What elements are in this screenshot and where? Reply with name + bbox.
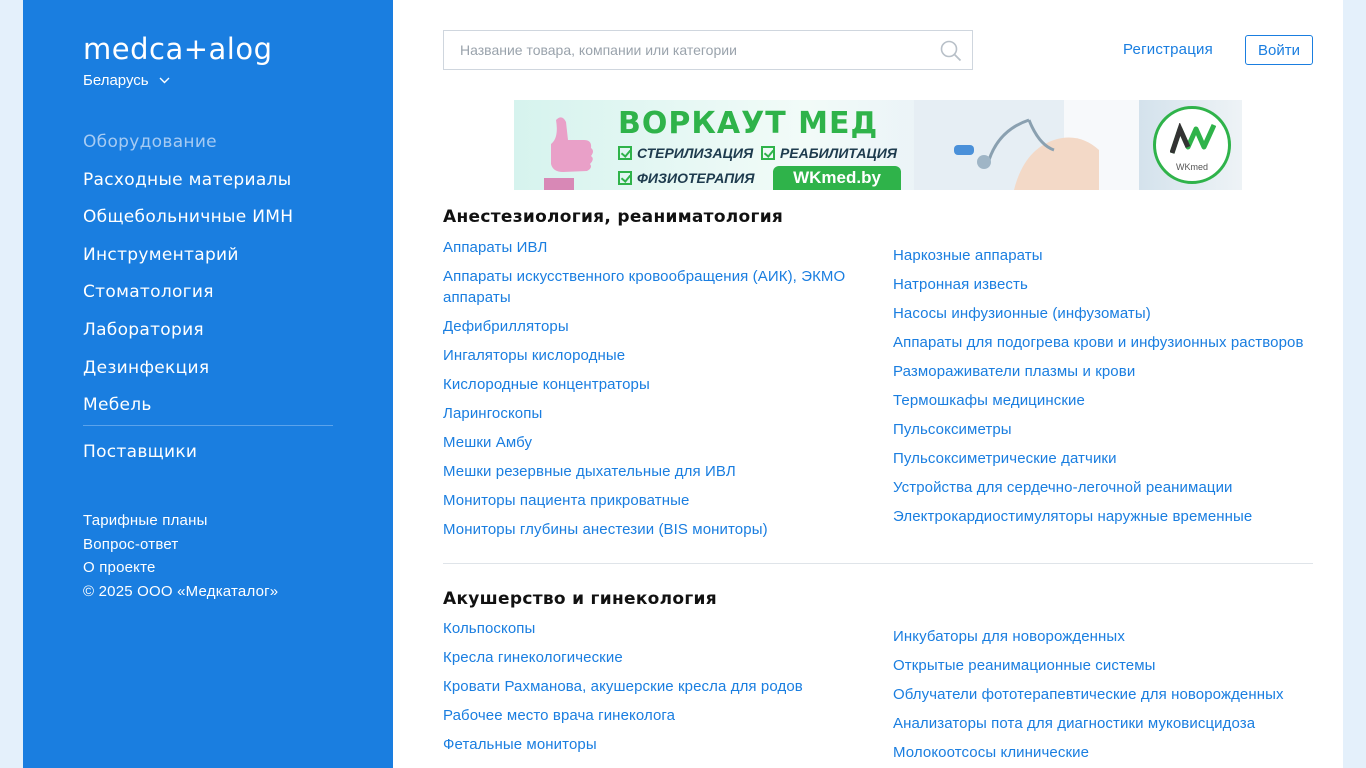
category-link[interactable]: Мешки Амбу xyxy=(443,434,533,451)
category-link[interactable]: Ингаляторы кислородные xyxy=(443,347,626,364)
category-nav xyxy=(83,124,293,425)
banner-line-2 xyxy=(618,170,754,186)
nav-item-furniture[interactable]: Мебель xyxy=(83,395,152,416)
category-link[interactable]: Аппараты ИВЛ xyxy=(443,239,548,256)
category-link[interactable]: Облучатели фототерапевтические для новорожденных xyxy=(893,686,1284,703)
category-list-left xyxy=(443,237,863,548)
section-title-obstetrics: Акушерство и гинекология xyxy=(443,589,717,609)
category-link[interactable]: Инкубаторы для новорожденных xyxy=(893,628,1125,645)
tariffs-link[interactable]: Тарифные планы xyxy=(83,512,208,529)
banner-title: ВОРКАУТ МЕД xyxy=(618,106,879,141)
category-link[interactable]: Аппараты искусственного кровообращения (АИК), ЭКМО аппараты xyxy=(443,268,846,306)
category-link[interactable]: Пульсоксиметры xyxy=(893,421,1012,438)
region-label: Беларусь xyxy=(83,72,149,89)
category-link[interactable]: Дефибрилляторы xyxy=(443,318,569,335)
register-link[interactable]: Регистрация xyxy=(1123,41,1213,58)
category-link[interactable]: Мониторы глубины анестезии (BIS мониторы) xyxy=(443,521,768,538)
wkmed-logo-caption: WKmed xyxy=(1175,162,1208,172)
sidebar-footer xyxy=(83,509,278,604)
faq-link[interactable]: Вопрос-ответ xyxy=(83,535,179,553)
banner-item-sterilization: СТЕРИЛИЗАЦИЯ xyxy=(637,145,754,161)
category-list-right xyxy=(893,245,1333,535)
nav-item-general-hospital[interactable]: Общебольничные ИМН xyxy=(83,207,294,228)
about-link[interactable]: О проекте xyxy=(83,559,156,577)
copyright: © 2025 ООО «Медкаталог» xyxy=(83,583,279,601)
category-link[interactable]: Аппараты для подогрева крови и инфузионных растворов xyxy=(893,334,1304,351)
nav-item-instruments[interactable]: Инструментарий xyxy=(83,244,239,265)
nav-item-suppliers[interactable]: Поставщики xyxy=(83,442,198,462)
category-list-left xyxy=(443,618,863,763)
category-link[interactable]: Мешки резервные дыхательные для ИВЛ xyxy=(443,463,736,480)
sidebar xyxy=(23,0,393,768)
category-list-right xyxy=(893,626,1333,768)
check-icon xyxy=(618,171,632,185)
check-icon xyxy=(761,146,775,160)
category-link[interactable]: Устройства для сердечно-легочной реанимации xyxy=(893,479,1233,496)
doctor-stethoscope-image xyxy=(914,100,1139,190)
category-link[interactable]: Фетальные мониторы xyxy=(443,736,597,753)
category-link[interactable]: Наркозные аппараты xyxy=(893,247,1043,264)
category-link[interactable]: Натронная известь xyxy=(893,276,1028,293)
nav-item-equipment[interactable]: Оборудование xyxy=(83,132,217,152)
category-link[interactable]: Открытые реанимационные системы xyxy=(893,657,1156,674)
category-link[interactable]: Кресла гинекологические xyxy=(443,649,623,666)
banner-item-physiotherapy: ФИЗИОТЕРАПИЯ xyxy=(637,170,755,186)
category-link[interactable]: Кислородные концентраторы xyxy=(443,376,650,393)
section-divider xyxy=(443,563,1313,564)
search-input[interactable] xyxy=(444,31,924,69)
category-link[interactable]: Размораживатели плазмы и крови xyxy=(893,363,1136,380)
nav-item-laboratory[interactable]: Лаборатория xyxy=(83,319,204,340)
nav-item-dentistry[interactable]: Стоматология xyxy=(83,282,214,303)
nav-item-disinfection[interactable]: Дезинфекция xyxy=(83,357,210,378)
category-link[interactable]: Электрокардиостимуляторы наружные временные xyxy=(893,508,1253,525)
chevron-down-icon xyxy=(159,77,170,84)
category-link[interactable]: Насосы инфузионные (инфузоматы) xyxy=(893,305,1151,322)
search-icon[interactable] xyxy=(940,40,962,62)
category-link[interactable]: Молокоотсосы клинические xyxy=(893,744,1090,761)
category-link[interactable]: Рабочее место врача гинеколога xyxy=(443,707,676,724)
section-title-anesthesiology: Анестезиология, реаниматология xyxy=(443,207,784,227)
site-logo[interactable]: medca+alog xyxy=(83,32,273,66)
category-link[interactable]: Кольпоскопы xyxy=(443,620,536,637)
wkmed-logo xyxy=(1153,106,1231,184)
login-button[interactable]: Войти xyxy=(1245,35,1313,65)
category-link[interactable]: Ларингоскопы xyxy=(443,405,543,422)
category-link[interactable]: Пульсоксиметрические датчики xyxy=(893,450,1117,467)
category-link[interactable]: Анализаторы пота для диагностики муковисцидоза xyxy=(893,715,1256,732)
ad-banner[interactable] xyxy=(514,100,1242,190)
check-icon xyxy=(618,146,632,160)
main-content xyxy=(393,0,1343,768)
banner-item-rehabilitation: РЕАБИЛИТАЦИЯ xyxy=(779,145,898,161)
nav-item-consumables[interactable]: Расходные материалы xyxy=(83,169,292,190)
category-link[interactable]: Мониторы пациента прикроватные xyxy=(443,492,690,509)
category-link[interactable]: Кровати Рахманова, акушерские кресла для родов xyxy=(443,678,803,695)
glove-thumbs-up-image xyxy=(534,110,596,190)
region-selector[interactable] xyxy=(83,72,170,89)
wkmed-logo-icon xyxy=(1170,123,1216,159)
category-link[interactable]: Термошкафы медицинские xyxy=(893,392,1085,409)
search-box xyxy=(443,30,973,70)
sidebar-divider xyxy=(83,425,333,426)
banner-site: WKmed.by xyxy=(773,166,901,190)
banner-line-1 xyxy=(618,145,897,161)
